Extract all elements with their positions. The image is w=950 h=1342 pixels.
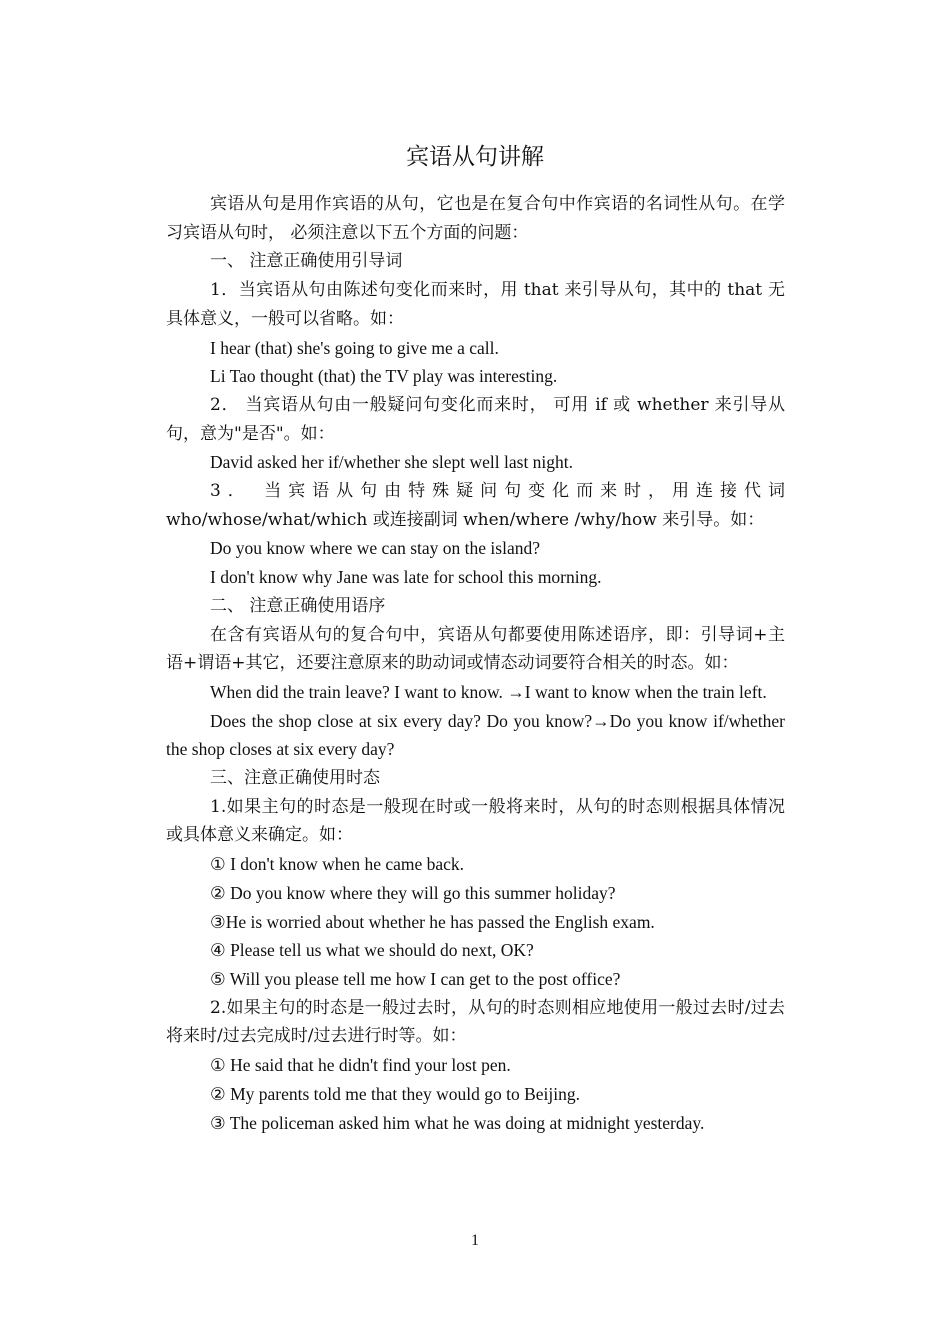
document-body [166,190,785,1137]
paragraph-word-order: 在含有宾语从句的复合句中，宾语从句都要使用陈述语序，即：引导词+主语+谓语+其它，还要注意原来的助动词或情态动词要符合相关的时态。如： [166,624,785,674]
example-sentence: ⑤ Will you please tell me how I can get to the post office? [210,968,621,989]
example-sentence: Does the shop close at six every day? Do you know?→Do you know if/whether the shop closes at six every day? [166,710,785,760]
example-sentence: Do you know where we can stay on the island? [210,538,540,559]
example-sentence: David asked her if/whether she slept well last night. [210,452,574,473]
document-title: 宾语从句讲解 [406,144,544,170]
paragraph-tense-1: 1.如果主句的时态是一般现在时或一般将来时，从句的时态则根据具体情况或具体意义来确定。如： [166,796,785,846]
page-number: 1 [471,1232,479,1249]
section-heading-2: 二、 注意正确使用语序 [210,595,386,616]
example-sentence: ① He said that he didn't find your lost pen. [210,1055,511,1076]
example-sentence: When did the train leave? I want to know. →I want to know when the train left. [210,681,767,702]
example-sentence: ④ Please tell us what we should do next, OK? [210,940,534,961]
paragraph-rule-1: 1．当宾语从句由陈述句变化而来时，用 that 来引导从句，其中的 that 无具体意义，一般可以省略。如： [166,280,785,329]
section-heading-3: 三、注意正确使用时态 [210,768,380,789]
example-sentence: Li Tao thought (that) the TV play was interesting. [210,366,558,387]
paragraph-rule-3: 3． 当宾语从句由特殊疑问句变化而来时，用连接代词 who/whose/what/which 或连接副词 when/where /why/how 来引导。如： [166,481,785,530]
paragraph-rule-2: 2． 当宾语从句由一般疑问句变化而来时， 可用 if 或 whether 来引导从句，意为"是否"。如： [166,394,785,444]
example-sentence: ① I don't know when he came back. [210,854,465,875]
paragraph-tense-2: 2.如果主句的时态是一般过去时，从句的时态则相应地使用一般过去时/过去将来时/过去完成时/过去进行时等。如： [166,997,785,1047]
example-sentence: ③He is worried about whether he has passed the English exam. [210,911,655,932]
example-sentence: I hear (that) she's going to give me a call. [210,337,499,358]
example-sentence: ② My parents told me that they would go to Beijing. [210,1083,581,1104]
paragraph-intro: 宾语从句是用作宾语的从句，它也是在复合句中作宾语的名词性从句。在学习宾语从句时， 必须注意以下五个方面的问题： [166,194,785,243]
example-sentence: ② Do you know where they will go this summer holiday? [210,882,616,903]
section-heading-1: 一、 注意正确使用引导词 [210,251,403,272]
example-sentence: I don't know why Jane was late for school this morning. [210,567,602,588]
example-sentence: ③ The policeman asked him what he was doing at midnight yesterday. [210,1112,705,1133]
